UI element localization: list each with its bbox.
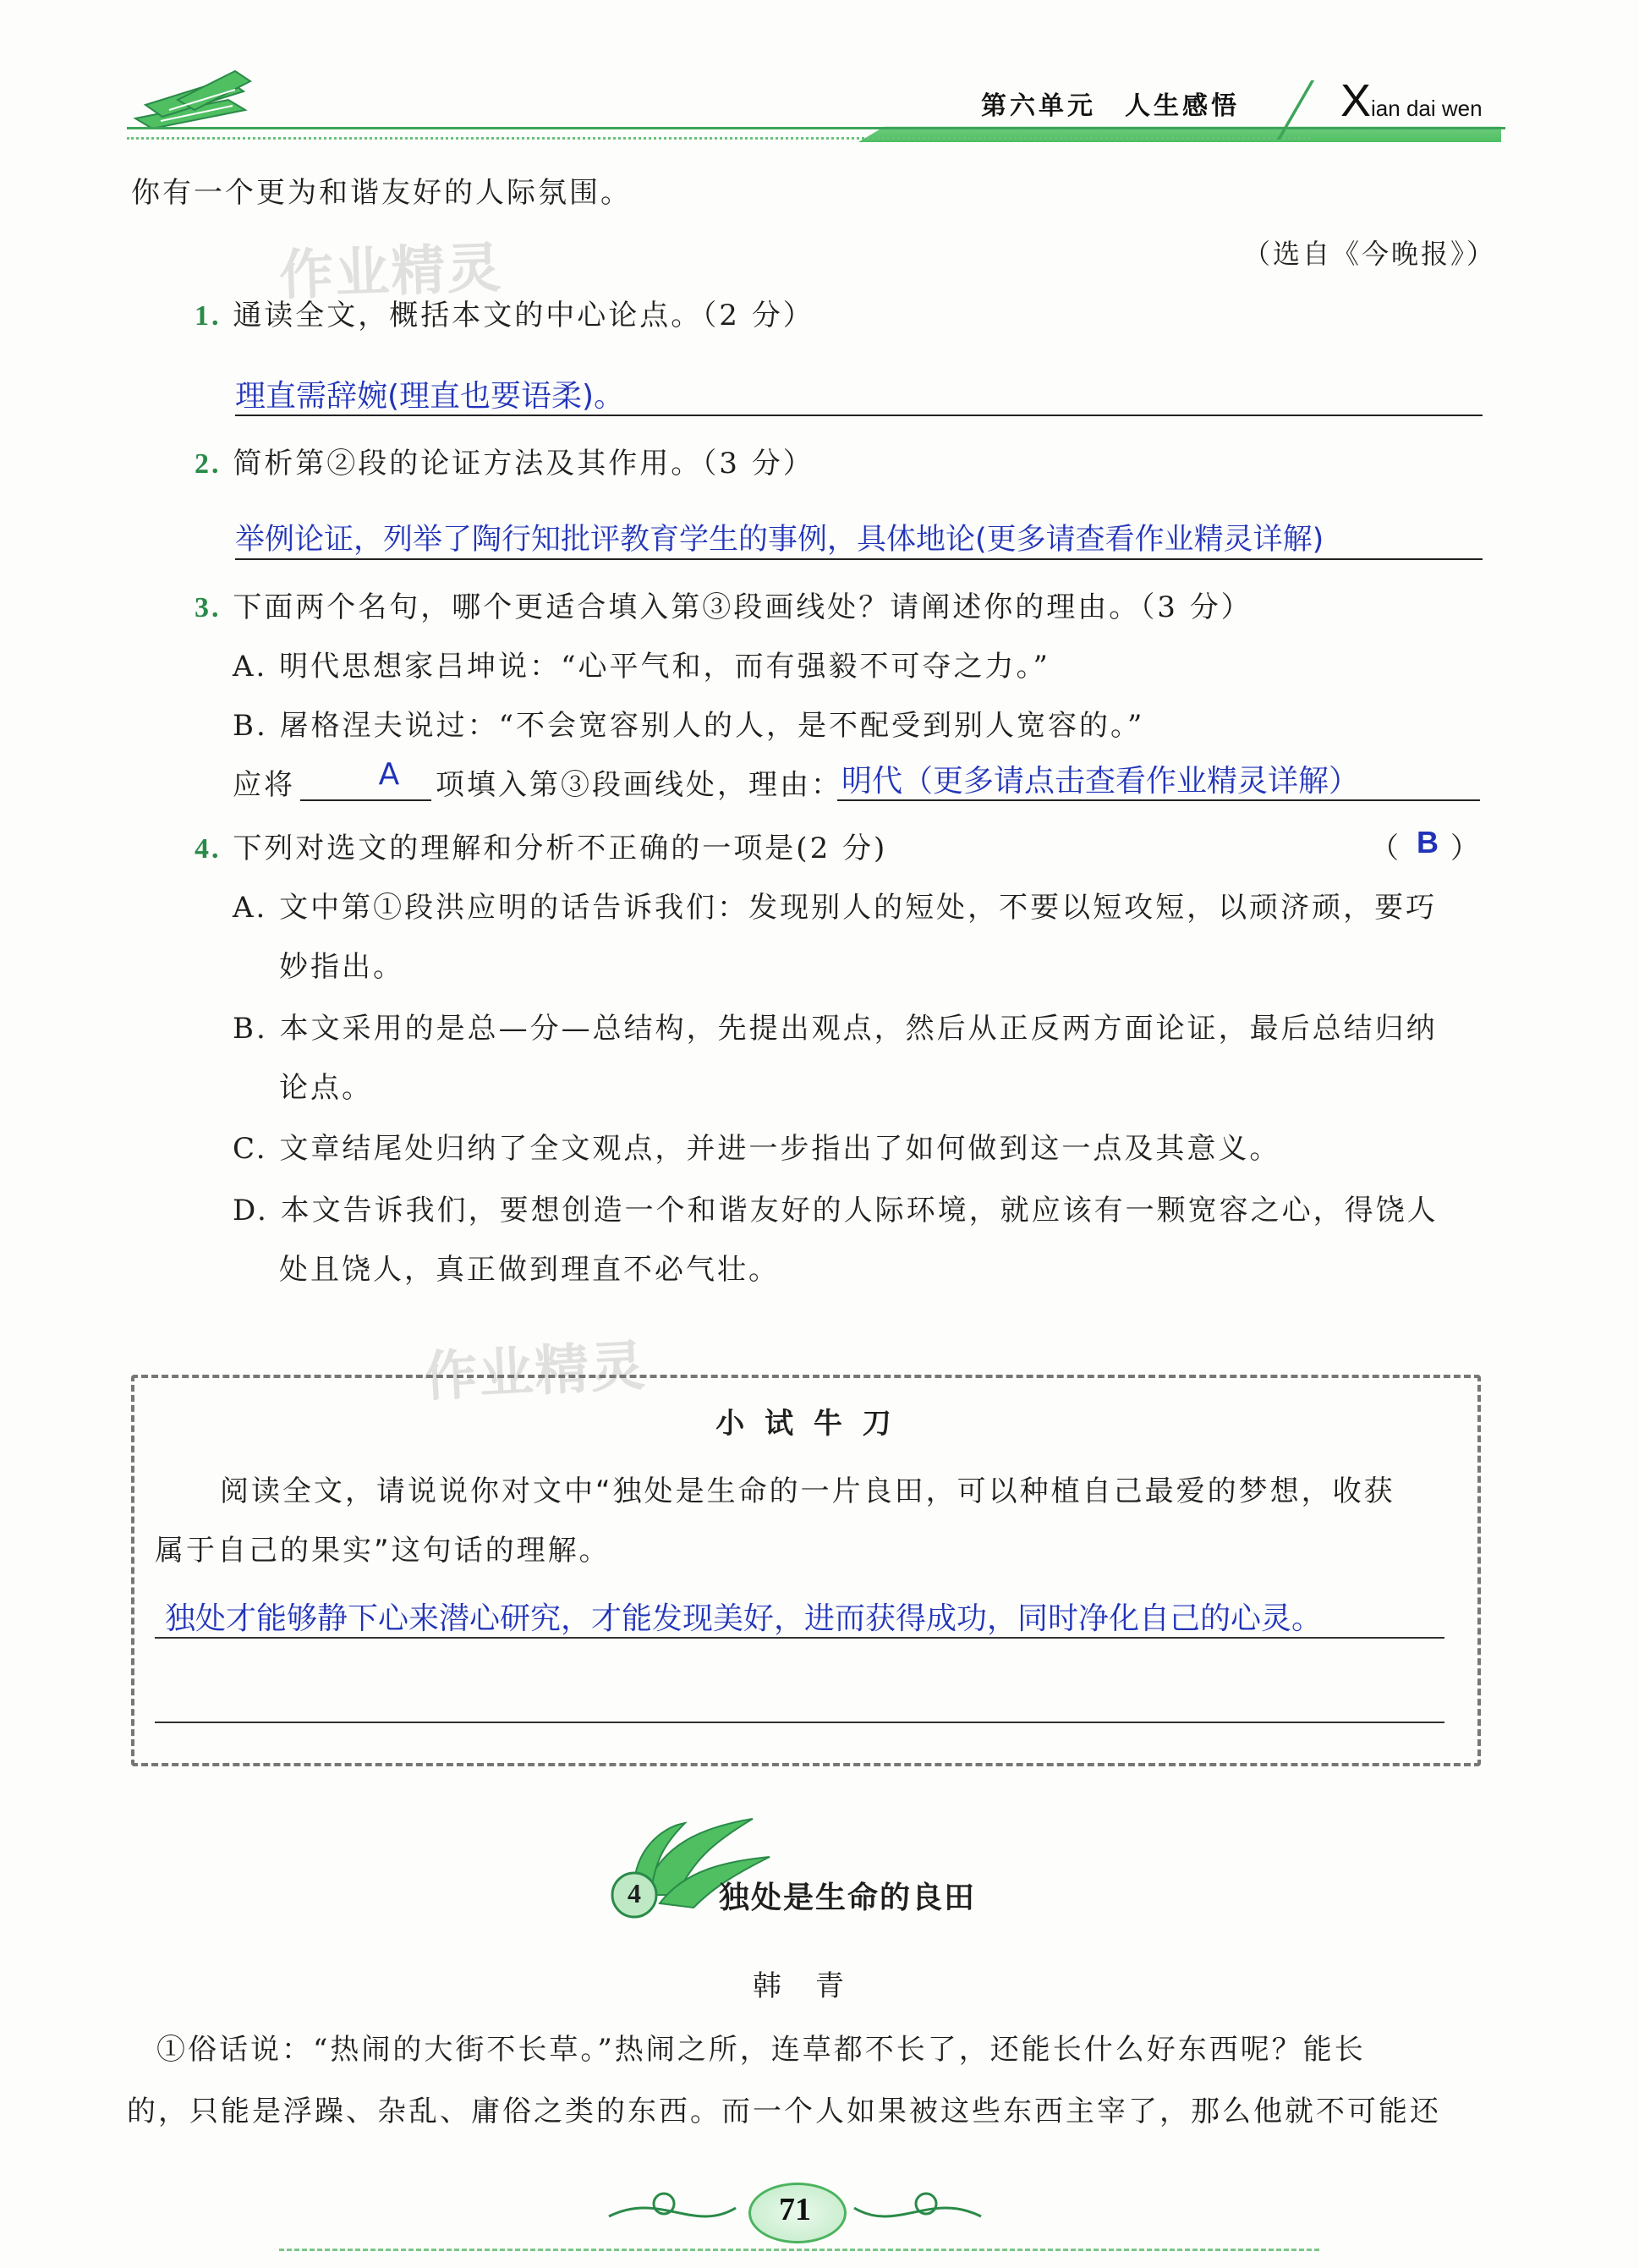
article-number: 4 [628, 1878, 641, 1908]
answer-line [155, 1722, 1444, 1723]
q4-option-c: C. 文章结尾处归纳了全文观点，并进一步指出了如何做到这一点及其意义。 [233, 1132, 1281, 1166]
question-text: 下列对选文的理解和分析不正确的一项是(2 分) [233, 832, 888, 865]
source-citation: （选自《今晚报》） [1243, 238, 1497, 270]
q4-option-b-line2: 论点。 [279, 1071, 373, 1105]
page-number: 71 [779, 2192, 811, 2227]
q3-fill-answer: A [378, 757, 400, 792]
q4-bracket-open: （ [1370, 832, 1401, 865]
brand-small-text: ian dai wen [1371, 96, 1483, 121]
header-dotted-rule [127, 137, 1311, 140]
q3-fill-prefix: 应将 [233, 768, 295, 802]
q4-bracket-close: ） [1450, 832, 1482, 865]
brand-text [1340, 74, 1483, 127]
unit-title: 第六单元 人生感悟 [981, 91, 1240, 121]
q4-option-a-line1: A. 文中第①段洪应明的话告诉我们：发现别人的短处，不要以短攻短，以顽济顽，要巧 [233, 891, 1438, 925]
question-number: 2. [195, 448, 222, 480]
question-number: 3. [195, 592, 222, 623]
q4-answer: B [1417, 825, 1439, 859]
footer-dashed-rule [279, 2249, 1319, 2251]
reason-line [837, 799, 1480, 801]
brand-big-letter: X [1340, 75, 1372, 126]
fill-blank-line [300, 799, 431, 801]
answer-line [235, 415, 1483, 416]
practice-question-line2: 属于自己的果实”这句话的理解。 [155, 1534, 611, 1568]
question-text: 简析第②段的论证方法及其作用。（3 分） [233, 447, 814, 481]
article-para1-line2: 的，只能是浮躁、杂乱、庸俗之类的东西。而一个人如果被这些东西主宰了，那么他就不可能还 [127, 2095, 1441, 2128]
question-number: 1. [195, 300, 222, 332]
question-number: 4. [195, 833, 222, 865]
q3-option-b: B. 屠格涅夫说过：“不会宽容别人的人，是不配受到别人宽容的。” [233, 709, 1145, 743]
q4-option-b-line1: B. 本文采用的是总—分—总结构，先提出观点，然后从正反两方面论证，最后总结归纳 [233, 1012, 1438, 1046]
q4-option-a-line2: 妙指出。 [279, 950, 404, 984]
q3-option-a: A. 明代思想家吕坤说：“心平气和，而有强毅不可夺之力。” [233, 650, 1050, 684]
article-title: 独处是生命的良田 [719, 1881, 977, 1915]
question-text: 通读全文，概括本文的中心论点。（2 分） [233, 299, 814, 332]
books-logo-icon [127, 66, 254, 134]
watermark: 作业精灵 [421, 1335, 649, 1409]
question-2 [195, 440, 814, 481]
answer-1: 理直需辞婉(理直也要语柔)。 [235, 379, 625, 414]
article-author: 韩 青 [753, 1969, 847, 2003]
answer-2: 举例论证，列举了陶行知批评教育学生的事例，具体地论(更多请查看作业精灵详解) [235, 523, 1324, 557]
practice-question-line1: 阅读全文，请说说你对文中“独处是生命的一片良田，可以种植自己最爱的梦想，收获 [220, 1474, 1395, 1508]
practice-answer: 独处才能够静下心来潜心研究，才能发现美好，进而获得成功，同时净化自己的心灵。 [165, 1601, 1323, 1636]
q3-reason-answer: 明代（更多请点击查看作业精灵详解） [841, 764, 1360, 799]
question-4 [195, 825, 887, 866]
article-para1-line1: ①俗话说：“热闹的大街不长草。”热闹之所，连草都不长了，还能长什么好东西呢？能长 [156, 2033, 1366, 2067]
question-3 [195, 584, 1253, 625]
q4-option-d-line1: D. 本文告诉我们，要想创造一个和谐友好的人际环境，就应该有一颗宽容之心，得饶人 [233, 1194, 1439, 1227]
watermark: 作业精灵 [277, 237, 504, 308]
answer-line [235, 558, 1483, 560]
question-1 [195, 292, 814, 333]
question-text: 下面两个名句，哪个更适合填入第③段画线处？请阐述你的理由。（3 分） [233, 590, 1253, 624]
intro-line: 你有一个更为和谐友好的人际氛围。 [131, 176, 632, 210]
answer-line [155, 1637, 1444, 1639]
practice-box-title: 小 试 牛 刀 [715, 1407, 896, 1441]
q3-fill-mid: 项填入第③段画线处，理由： [436, 768, 842, 802]
q4-option-d-line2: 处且饶人，真正做到理直不必气壮。 [279, 1253, 780, 1287]
